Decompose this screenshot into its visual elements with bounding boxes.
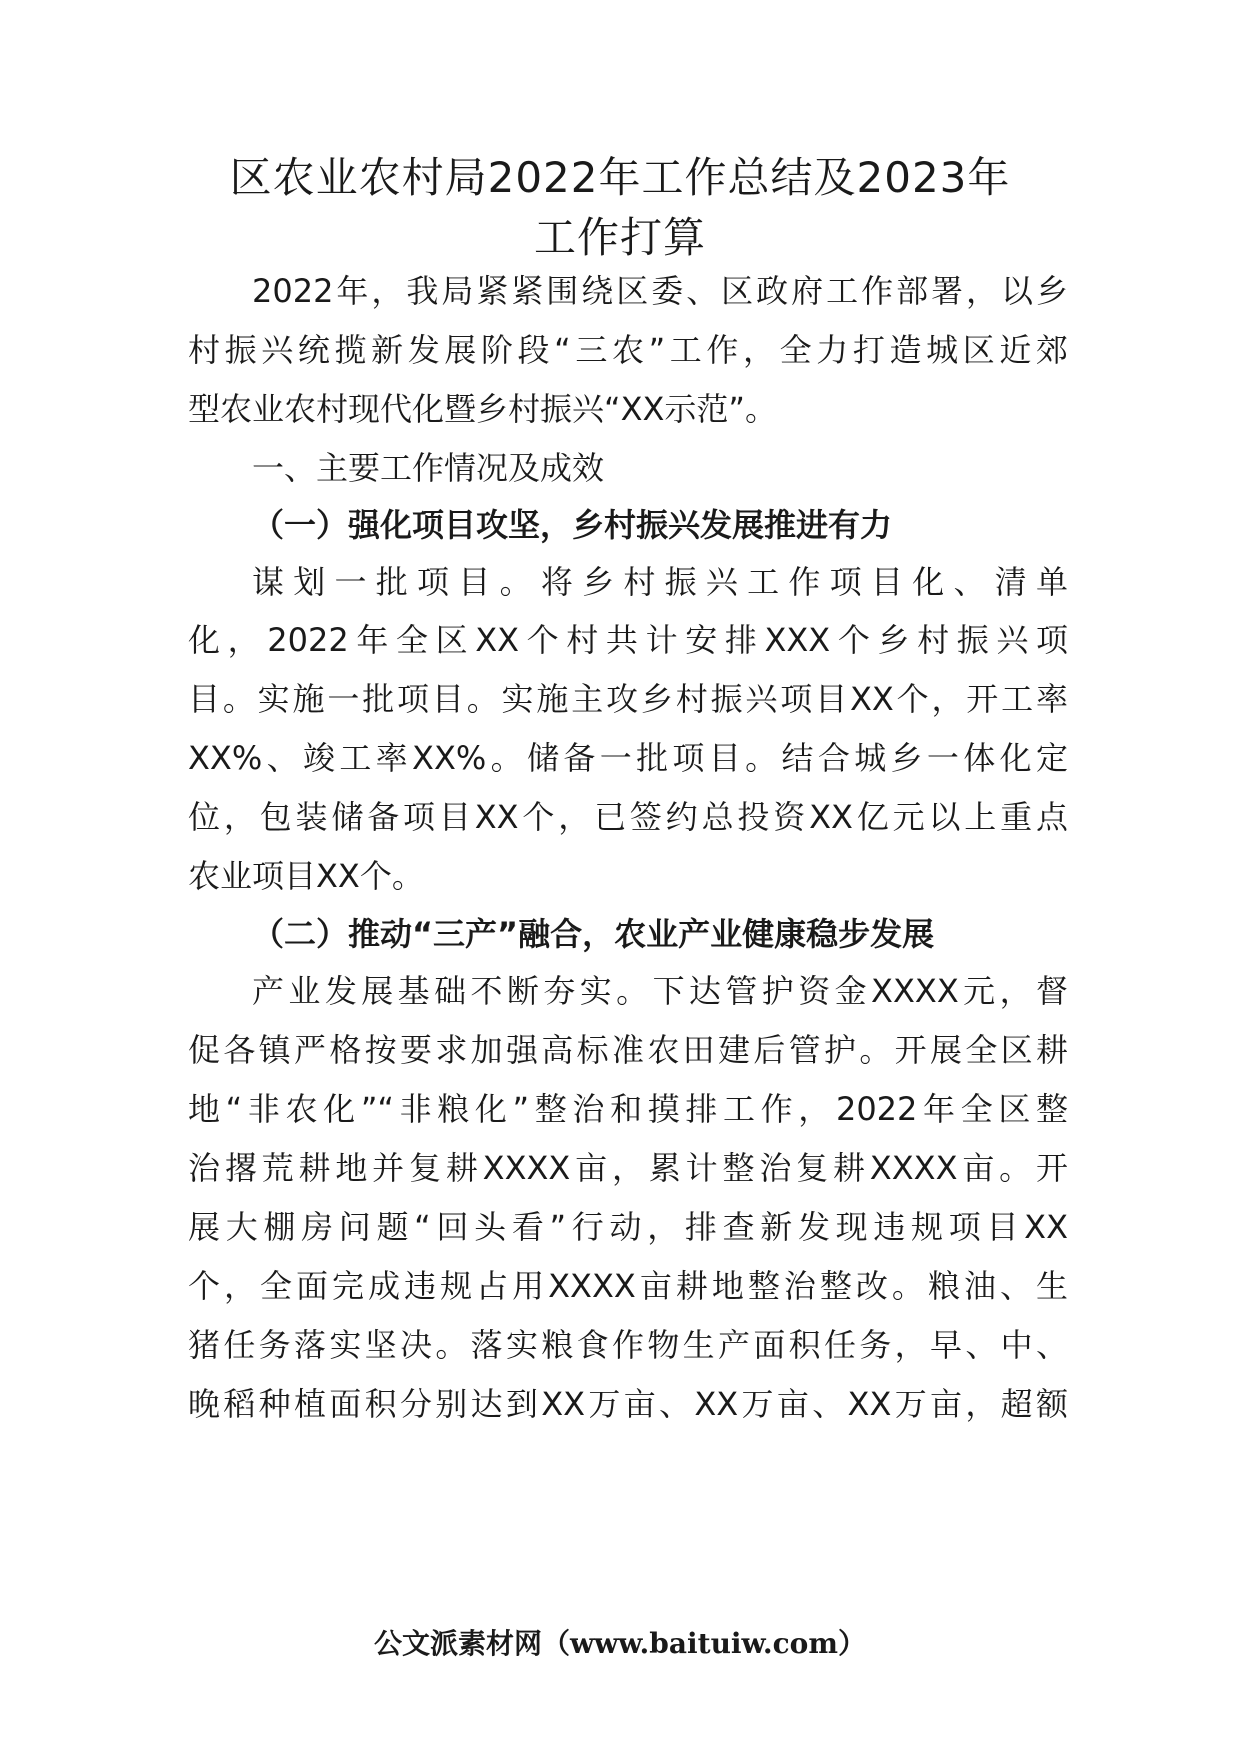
intro-line-1: 2022年，我局紧紧围绕区委、区政府工作部署，以乡	[252, 272, 1068, 310]
document-title-line-2: 工作打算	[533, 213, 706, 262]
subsection-two-heading: （二）推动“三产”融合，农业产业健康稳步发展	[252, 915, 935, 953]
subsection-one-line-1: 谋划一批项目。将乡村振兴工作项目化、清单	[252, 563, 1068, 601]
subsection-one-line-6: 农业项目XX个。	[188, 857, 424, 895]
subsection-two-line-7: 猪任务落实坚决。落实粮食作物生产面积任务，早、中、	[188, 1326, 1068, 1364]
section-one-heading: 一、主要工作情况及成效	[252, 449, 605, 487]
intro-line-3: 型农业农村现代化暨乡村振兴“XX示范”。	[188, 390, 778, 428]
subsection-two-line-2: 促各镇严格按要求加强高标准农田建后管护。开展全区耕	[188, 1031, 1068, 1069]
subsection-two-line-4: 治撂荒耕地并复耕XXXX亩，累计整治复耕XXXX亩。开	[188, 1149, 1068, 1187]
subsection-one-heading: （一）强化项目攻坚，乡村振兴发展推进有力	[252, 506, 893, 544]
subsection-two-line-6: 个，全面完成违规占用XXXX亩耕地整治整改。粮油、生	[188, 1267, 1068, 1305]
subsection-one-line-2: 化，2022年全区XX个村共计安排XXX个乡村振兴项	[188, 621, 1068, 659]
subsection-one-line-4: XX%、竣工率XX%。储备一批项目。结合城乡一体化定	[188, 739, 1068, 777]
subsection-two-line-3: 地“非农化”“非粮化”整治和摸排工作，2022年全区整	[188, 1090, 1068, 1128]
document-title-line-1: 区农业农村局2022年工作总结及2023年	[229, 153, 1011, 202]
subsection-two-line-1: 产业发展基础不断夯实。下达管护资金XXXX元，督	[252, 972, 1068, 1010]
subsection-one-line-3: 目。实施一批项目。实施主攻乡村振兴项目XX个，开工率	[188, 680, 1068, 718]
subsection-one-line-5: 位，包装储备项目XX个，已签约总投资XX亿元以上重点	[188, 798, 1068, 836]
intro-line-2: 村振兴统揽新发展阶段“三农”工作，全力打造城区近郊	[188, 331, 1068, 369]
subsection-two-line-8: 晚稻种植面积分别达到XX万亩、XX万亩、XX万亩，超额	[188, 1385, 1068, 1423]
footer-watermark-text: 公文派素材网（www.baituiw.com）	[374, 1627, 866, 1660]
subsection-two-line-5: 展大棚房问题“回头看”行动，排查新发现违规项目XX	[188, 1208, 1068, 1246]
